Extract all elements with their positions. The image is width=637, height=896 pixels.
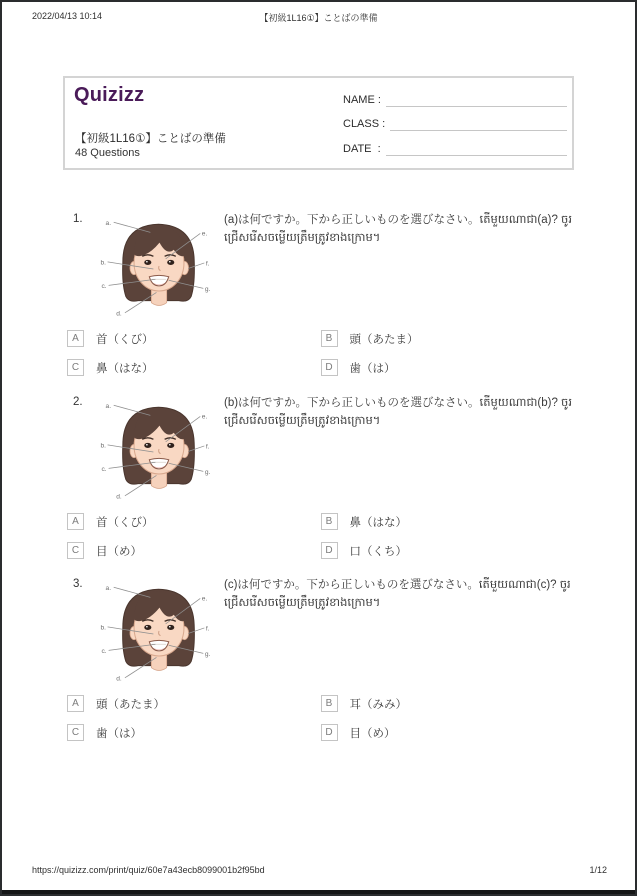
- option-text: 鼻（はな）: [349, 516, 407, 529]
- option-text: 歯（は）: [349, 362, 396, 375]
- option-text: 頭（あたま）: [349, 333, 419, 346]
- name-blank-line: [386, 106, 567, 107]
- option-text: 首（くび）: [96, 516, 154, 529]
- question-text: (a)は何ですか。下から正しいものを選びなさい。តើមួយណាជា(a)? ចូរជ្រើសរើសចម្លើយត្រឹមត្រូវខាងក្រោម។: [224, 214, 572, 244]
- question-number: 2.: [73, 396, 83, 408]
- options-row: [67, 542, 574, 559]
- question-text: (b)は何ですか。下から正しいものを選びなさい。តើមួយណាជា(b)? ចូរជ្រើសរើសចម្លើយត្រឹមត្រូវខាងក្រោម។: [224, 397, 572, 427]
- option-a: [67, 513, 321, 530]
- option-text: 耳（みみ）: [349, 698, 407, 711]
- class-blank-line: [390, 130, 567, 131]
- option-letter-box: C: [67, 542, 84, 559]
- option-a: [67, 330, 321, 347]
- face-illustration: [99, 211, 217, 321]
- face-illustration: [99, 394, 217, 504]
- option-b: [321, 695, 575, 712]
- question-number: 3.: [73, 578, 83, 590]
- quiz-title: 【初級1L16①】ことばの準備: [75, 133, 226, 145]
- option-b: [321, 330, 575, 347]
- option-letter-box: A: [67, 513, 84, 530]
- student-fields: [343, 82, 567, 156]
- options-row: [67, 330, 574, 347]
- option-d: [321, 359, 575, 376]
- question-block-3: [65, 574, 574, 754]
- quiz-header-box: [63, 76, 574, 170]
- date-field-row: [343, 131, 567, 156]
- class-label: CLASS :: [343, 118, 386, 130]
- option-text: 頭（あたま）: [96, 698, 165, 711]
- option-letter-box: C: [67, 724, 84, 741]
- option-letter-box: D: [321, 724, 338, 741]
- name-field-row: [343, 82, 567, 107]
- option-b: [321, 513, 575, 530]
- print-meta-header: [2, 11, 635, 24]
- option-c: [67, 542, 321, 559]
- question-block-2: [65, 392, 574, 572]
- print-header-title: 【初級1L16①】ことばの準備: [259, 13, 378, 23]
- option-letter-box: A: [67, 695, 84, 712]
- options-row: [67, 695, 574, 712]
- option-c: [67, 359, 321, 376]
- option-letter-box: B: [321, 330, 338, 347]
- option-text: 首（くび）: [96, 333, 154, 346]
- option-d: [321, 542, 575, 559]
- options-row: [67, 724, 574, 741]
- option-text: 鼻（はな）: [96, 362, 154, 375]
- quizizz-logo: Quizizz: [74, 84, 145, 106]
- option-letter-box: C: [67, 359, 84, 376]
- option-letter-box: D: [321, 542, 338, 559]
- options-row: [67, 359, 574, 376]
- footer-page-number: 1/12: [589, 865, 607, 875]
- option-text: 歯（は）: [96, 727, 142, 740]
- question-text: (c)は何ですか。下から正しいものを選びなさい。តើមួយណាជា(c)? ចូរជ្រើសរើសចម្លើយត្រឹមត្រូវខាងក្រោម។: [224, 579, 571, 609]
- option-text: 目（め）: [96, 545, 142, 558]
- question-block-1: [65, 209, 574, 389]
- option-letter-box: B: [321, 695, 338, 712]
- option-text: 目（め）: [349, 727, 396, 740]
- question-number: 1.: [73, 213, 83, 225]
- options-row: [67, 513, 574, 530]
- print-timestamp: 2022/04/13 10:14: [32, 11, 103, 21]
- date-blank-line: [386, 155, 567, 156]
- date-label: DATE :: [343, 142, 381, 155]
- question-count: 48 Questions: [75, 147, 140, 159]
- option-a: [67, 695, 321, 712]
- option-letter-box: D: [321, 359, 338, 376]
- option-c: [67, 724, 321, 741]
- class-field-row: [343, 107, 567, 132]
- face-illustration: [99, 576, 217, 686]
- option-d: [321, 724, 575, 741]
- page-bottom-edge: [2, 890, 635, 894]
- option-letter-box: A: [67, 330, 84, 347]
- option-text: 口（くち）: [349, 545, 407, 558]
- option-letter-box: B: [321, 513, 338, 530]
- name-label: NAME :: [343, 93, 381, 106]
- footer-url: https://quizizz.com/print/quiz/60e7a43ecb8099001b2f95bd: [32, 865, 265, 875]
